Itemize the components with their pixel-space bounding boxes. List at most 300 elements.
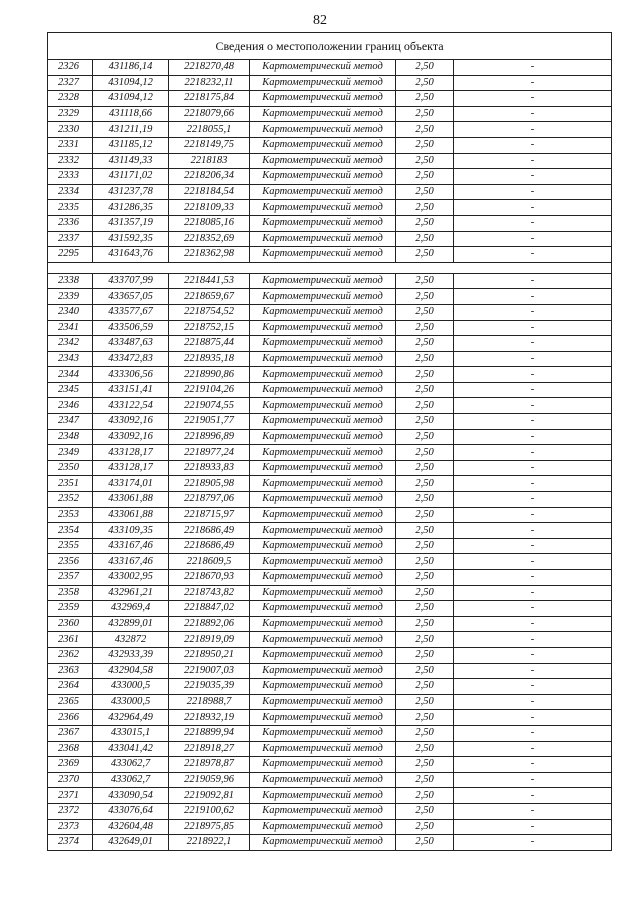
point-number-cell: 2366	[48, 710, 93, 726]
method-cell: Картометрический метод	[250, 835, 396, 851]
accuracy-cell: 2,50	[396, 694, 454, 710]
description-cell: -	[454, 91, 612, 107]
table-row	[48, 414, 612, 430]
x-coordinate-cell: 431185,12	[93, 137, 169, 153]
point-number-cell: 2326	[48, 60, 93, 76]
table-row	[48, 710, 612, 726]
table-row	[48, 694, 612, 710]
point-number-cell: 2354	[48, 523, 93, 539]
description-cell: -	[454, 772, 612, 788]
x-coordinate-cell: 433472,83	[93, 351, 169, 367]
method-cell: Картометрический метод	[250, 367, 396, 383]
x-coordinate-cell: 433657,05	[93, 289, 169, 305]
point-number-cell: 2345	[48, 382, 93, 398]
description-cell: -	[454, 215, 612, 231]
x-coordinate-cell: 431118,66	[93, 106, 169, 122]
y-coordinate-cell: 2218352,69	[169, 231, 250, 247]
x-coordinate-cell: 433062,7	[93, 772, 169, 788]
table-row	[48, 523, 612, 539]
description-cell: -	[454, 492, 612, 508]
description-cell: -	[454, 429, 612, 445]
accuracy-cell: 2,50	[396, 414, 454, 430]
y-coordinate-cell: 2219074,55	[169, 398, 250, 414]
accuracy-cell: 2,50	[396, 803, 454, 819]
method-cell: Картометрический метод	[250, 289, 396, 305]
description-cell: -	[454, 819, 612, 835]
table-row	[48, 320, 612, 336]
table-row	[48, 336, 612, 352]
y-coordinate-cell: 2218892,06	[169, 616, 250, 632]
point-number-cell: 2329	[48, 106, 93, 122]
method-cell: Картометрический метод	[250, 741, 396, 757]
method-cell: Картометрический метод	[250, 601, 396, 617]
y-coordinate-cell: 2218899,94	[169, 725, 250, 741]
y-coordinate-cell: 2218715,97	[169, 507, 250, 523]
table-row	[48, 137, 612, 153]
table-row	[48, 803, 612, 819]
accuracy-cell: 2,50	[396, 819, 454, 835]
accuracy-cell: 2,50	[396, 445, 454, 461]
method-cell: Картометрический метод	[250, 304, 396, 320]
table-title-row	[48, 33, 612, 60]
y-coordinate-cell: 2218743,82	[169, 585, 250, 601]
description-cell: -	[454, 788, 612, 804]
accuracy-cell: 2,50	[396, 725, 454, 741]
y-coordinate-cell: 2218079,66	[169, 106, 250, 122]
method-cell: Картометрический метод	[250, 772, 396, 788]
point-number-cell: 2365	[48, 694, 93, 710]
point-number-cell: 2357	[48, 570, 93, 586]
method-cell: Картометрический метод	[250, 351, 396, 367]
section-separator-row	[48, 262, 612, 273]
method-cell: Картометрический метод	[250, 320, 396, 336]
x-coordinate-cell: 432933,39	[93, 647, 169, 663]
description-cell: -	[454, 725, 612, 741]
description-cell: -	[454, 679, 612, 695]
method-cell: Картометрический метод	[250, 106, 396, 122]
y-coordinate-cell: 2218922,1	[169, 835, 250, 851]
table-row	[48, 476, 612, 492]
accuracy-cell: 2,50	[396, 585, 454, 601]
description-cell: -	[454, 414, 612, 430]
description-cell: -	[454, 647, 612, 663]
point-number-cell: 2339	[48, 289, 93, 305]
x-coordinate-cell: 433062,7	[93, 757, 169, 773]
table-row	[48, 351, 612, 367]
y-coordinate-cell: 2218670,93	[169, 570, 250, 586]
point-number-cell: 2374	[48, 835, 93, 851]
y-coordinate-cell: 2218797,06	[169, 492, 250, 508]
accuracy-cell: 2,50	[396, 184, 454, 200]
point-number-cell: 2336	[48, 215, 93, 231]
x-coordinate-cell: 433000,5	[93, 679, 169, 695]
description-cell: -	[454, 710, 612, 726]
accuracy-cell: 2,50	[396, 647, 454, 663]
method-cell: Картометрический метод	[250, 273, 396, 289]
accuracy-cell: 2,50	[396, 289, 454, 305]
x-coordinate-cell: 433000,5	[93, 694, 169, 710]
method-cell: Картометрический метод	[250, 169, 396, 185]
x-coordinate-cell: 431592,35	[93, 231, 169, 247]
accuracy-cell: 2,50	[396, 336, 454, 352]
accuracy-cell: 2,50	[396, 153, 454, 169]
y-coordinate-cell: 2218659,67	[169, 289, 250, 305]
table-row	[48, 507, 612, 523]
x-coordinate-cell: 431643,76	[93, 247, 169, 263]
description-cell: -	[454, 601, 612, 617]
point-number-cell: 2364	[48, 679, 93, 695]
x-coordinate-cell: 432872	[93, 632, 169, 648]
point-number-cell: 2349	[48, 445, 93, 461]
y-coordinate-cell: 2218175,84	[169, 91, 250, 107]
method-cell: Картометрический метод	[250, 710, 396, 726]
table-row	[48, 460, 612, 476]
method-cell: Картометрический метод	[250, 122, 396, 138]
description-cell: -	[454, 304, 612, 320]
x-coordinate-cell: 433002,95	[93, 570, 169, 586]
description-cell: -	[454, 169, 612, 185]
x-coordinate-cell: 433707,99	[93, 273, 169, 289]
method-cell: Картометрический метод	[250, 414, 396, 430]
x-coordinate-cell: 432604,48	[93, 819, 169, 835]
method-cell: Картометрический метод	[250, 382, 396, 398]
y-coordinate-cell: 2219092,81	[169, 788, 250, 804]
y-coordinate-cell: 2219100,62	[169, 803, 250, 819]
y-coordinate-cell: 2218206,34	[169, 169, 250, 185]
point-number-cell: 2359	[48, 601, 93, 617]
method-cell: Картометрический метод	[250, 91, 396, 107]
point-number-cell: 2353	[48, 507, 93, 523]
x-coordinate-cell: 432649,01	[93, 835, 169, 851]
method-cell: Картометрический метод	[250, 215, 396, 231]
description-cell: -	[454, 460, 612, 476]
description-cell: -	[454, 507, 612, 523]
point-number-cell: 2351	[48, 476, 93, 492]
table-row	[48, 106, 612, 122]
table-row	[48, 215, 612, 231]
x-coordinate-cell: 433577,67	[93, 304, 169, 320]
point-number-cell: 2361	[48, 632, 93, 648]
x-coordinate-cell: 431094,12	[93, 91, 169, 107]
y-coordinate-cell: 2219104,26	[169, 382, 250, 398]
y-coordinate-cell: 2218975,85	[169, 819, 250, 835]
x-coordinate-cell: 431286,35	[93, 200, 169, 216]
x-coordinate-cell: 433122,54	[93, 398, 169, 414]
accuracy-cell: 2,50	[396, 476, 454, 492]
point-number-cell: 2372	[48, 803, 93, 819]
point-number-cell: 2335	[48, 200, 93, 216]
accuracy-cell: 2,50	[396, 106, 454, 122]
y-coordinate-cell: 2219007,03	[169, 663, 250, 679]
accuracy-cell: 2,50	[396, 710, 454, 726]
point-number-cell: 2373	[48, 819, 93, 835]
description-cell: -	[454, 320, 612, 336]
y-coordinate-cell: 2218935,18	[169, 351, 250, 367]
x-coordinate-cell: 433092,16	[93, 414, 169, 430]
x-coordinate-cell: 433015,1	[93, 725, 169, 741]
point-number-cell: 2370	[48, 772, 93, 788]
point-number-cell: 2367	[48, 725, 93, 741]
point-number-cell: 2347	[48, 414, 93, 430]
table-row	[48, 679, 612, 695]
description-cell: -	[454, 106, 612, 122]
x-coordinate-cell: 431211,19	[93, 122, 169, 138]
table-row	[48, 184, 612, 200]
point-number-cell: 2342	[48, 336, 93, 352]
x-coordinate-cell: 431171,02	[93, 169, 169, 185]
table-row	[48, 632, 612, 648]
description-cell: -	[454, 694, 612, 710]
accuracy-cell: 2,50	[396, 169, 454, 185]
point-number-cell: 2369	[48, 757, 93, 773]
method-cell: Картометрический метод	[250, 445, 396, 461]
accuracy-cell: 2,50	[396, 398, 454, 414]
table-row	[48, 554, 612, 570]
description-cell: -	[454, 445, 612, 461]
table-row	[48, 725, 612, 741]
point-number-cell: 2356	[48, 554, 93, 570]
method-cell: Картометрический метод	[250, 694, 396, 710]
description-cell: -	[454, 554, 612, 570]
table-row	[48, 289, 612, 305]
point-number-cell: 2334	[48, 184, 93, 200]
method-cell: Картометрический метод	[250, 554, 396, 570]
y-coordinate-cell: 2218977,24	[169, 445, 250, 461]
description-cell: -	[454, 137, 612, 153]
method-cell: Картометрический метод	[250, 725, 396, 741]
accuracy-cell: 2,50	[396, 60, 454, 76]
accuracy-cell: 2,50	[396, 492, 454, 508]
description-cell: -	[454, 570, 612, 586]
accuracy-cell: 2,50	[396, 122, 454, 138]
point-number-cell: 2350	[48, 460, 93, 476]
y-coordinate-cell: 2218905,98	[169, 476, 250, 492]
method-cell: Картометрический метод	[250, 663, 396, 679]
description-cell: -	[454, 382, 612, 398]
table-row	[48, 492, 612, 508]
method-cell: Картометрический метод	[250, 538, 396, 554]
y-coordinate-cell: 2218950,21	[169, 647, 250, 663]
x-coordinate-cell: 433167,46	[93, 554, 169, 570]
point-number-cell: 2371	[48, 788, 93, 804]
accuracy-cell: 2,50	[396, 231, 454, 247]
description-cell: -	[454, 741, 612, 757]
accuracy-cell: 2,50	[396, 429, 454, 445]
method-cell: Картометрический метод	[250, 460, 396, 476]
point-number-cell: 2343	[48, 351, 93, 367]
accuracy-cell: 2,50	[396, 757, 454, 773]
point-number-cell: 2358	[48, 585, 93, 601]
y-coordinate-cell: 2218085,16	[169, 215, 250, 231]
y-coordinate-cell: 2218055,1	[169, 122, 250, 138]
y-coordinate-cell: 2218990,86	[169, 367, 250, 383]
x-coordinate-cell: 432899,01	[93, 616, 169, 632]
table-row	[48, 741, 612, 757]
table-row	[48, 601, 612, 617]
x-coordinate-cell: 433061,88	[93, 507, 169, 523]
accuracy-cell: 2,50	[396, 91, 454, 107]
description-cell: -	[454, 336, 612, 352]
table-row	[48, 772, 612, 788]
method-cell: Картометрический метод	[250, 616, 396, 632]
y-coordinate-cell: 2218978,87	[169, 757, 250, 773]
x-coordinate-cell: 433109,35	[93, 523, 169, 539]
y-coordinate-cell: 2218686,49	[169, 523, 250, 539]
point-number-cell: 2295	[48, 247, 93, 263]
x-coordinate-cell: 433174,01	[93, 476, 169, 492]
x-coordinate-cell: 433092,16	[93, 429, 169, 445]
y-coordinate-cell: 2218918,27	[169, 741, 250, 757]
y-coordinate-cell: 2218109,33	[169, 200, 250, 216]
method-cell: Картометрический метод	[250, 231, 396, 247]
accuracy-cell: 2,50	[396, 215, 454, 231]
method-cell: Картометрический метод	[250, 507, 396, 523]
method-cell: Картометрический метод	[250, 336, 396, 352]
y-coordinate-cell: 2218988,7	[169, 694, 250, 710]
x-coordinate-cell: 433128,17	[93, 460, 169, 476]
y-coordinate-cell: 2218933,83	[169, 460, 250, 476]
table-row	[48, 122, 612, 138]
accuracy-cell: 2,50	[396, 772, 454, 788]
table-row	[48, 304, 612, 320]
accuracy-cell: 2,50	[396, 632, 454, 648]
method-cell: Картометрический метод	[250, 60, 396, 76]
x-coordinate-cell: 433487,63	[93, 336, 169, 352]
table-row	[48, 757, 612, 773]
table-title: Сведения о местоположении границ объекта	[48, 33, 612, 60]
description-cell: -	[454, 585, 612, 601]
accuracy-cell: 2,50	[396, 382, 454, 398]
method-cell: Картометрический метод	[250, 679, 396, 695]
accuracy-cell: 2,50	[396, 367, 454, 383]
accuracy-cell: 2,50	[396, 320, 454, 336]
accuracy-cell: 2,50	[396, 616, 454, 632]
accuracy-cell: 2,50	[396, 304, 454, 320]
point-number-cell: 2368	[48, 741, 93, 757]
table-row	[48, 75, 612, 91]
table-row	[48, 585, 612, 601]
accuracy-cell: 2,50	[396, 538, 454, 554]
point-number-cell: 2362	[48, 647, 93, 663]
accuracy-cell: 2,50	[396, 273, 454, 289]
description-cell: -	[454, 476, 612, 492]
method-cell: Картометрический метод	[250, 757, 396, 773]
y-coordinate-cell: 2219051,77	[169, 414, 250, 430]
x-coordinate-cell: 431094,12	[93, 75, 169, 91]
accuracy-cell: 2,50	[396, 601, 454, 617]
point-number-cell: 2332	[48, 153, 93, 169]
y-coordinate-cell: 2218609,5	[169, 554, 250, 570]
x-coordinate-cell: 431149,33	[93, 153, 169, 169]
method-cell: Картометрический метод	[250, 632, 396, 648]
table-row	[48, 367, 612, 383]
y-coordinate-cell: 2219059,96	[169, 772, 250, 788]
accuracy-cell: 2,50	[396, 460, 454, 476]
table-row	[48, 169, 612, 185]
description-cell: -	[454, 398, 612, 414]
table-row	[48, 273, 612, 289]
method-cell: Картометрический метод	[250, 523, 396, 539]
table-row	[48, 445, 612, 461]
point-number-cell: 2363	[48, 663, 93, 679]
accuracy-cell: 2,50	[396, 554, 454, 570]
x-coordinate-cell: 433306,56	[93, 367, 169, 383]
table-row	[48, 819, 612, 835]
table-row	[48, 398, 612, 414]
x-coordinate-cell: 431237,78	[93, 184, 169, 200]
table-row	[48, 382, 612, 398]
point-number-cell: 2346	[48, 398, 93, 414]
table-row	[48, 647, 612, 663]
point-number-cell: 2333	[48, 169, 93, 185]
accuracy-cell: 2,50	[396, 351, 454, 367]
accuracy-cell: 2,50	[396, 741, 454, 757]
accuracy-cell: 2,50	[396, 137, 454, 153]
accuracy-cell: 2,50	[396, 835, 454, 851]
method-cell: Картометрический метод	[250, 153, 396, 169]
separator-cell	[48, 262, 612, 273]
accuracy-cell: 2,50	[396, 200, 454, 216]
table-row	[48, 153, 612, 169]
description-cell: -	[454, 200, 612, 216]
method-cell: Картометрический метод	[250, 803, 396, 819]
point-number-cell: 2355	[48, 538, 93, 554]
x-coordinate-cell: 431357,19	[93, 215, 169, 231]
method-cell: Картометрический метод	[250, 476, 396, 492]
x-coordinate-cell: 431186,14	[93, 60, 169, 76]
y-coordinate-cell: 2218184,54	[169, 184, 250, 200]
description-cell: -	[454, 523, 612, 539]
accuracy-cell: 2,50	[396, 523, 454, 539]
method-cell: Картометрический метод	[250, 137, 396, 153]
accuracy-cell: 2,50	[396, 247, 454, 263]
x-coordinate-cell: 433506,59	[93, 320, 169, 336]
description-cell: -	[454, 247, 612, 263]
y-coordinate-cell: 2218232,11	[169, 75, 250, 91]
point-number-cell: 2352	[48, 492, 93, 508]
point-number-cell: 2360	[48, 616, 93, 632]
point-number-cell: 2330	[48, 122, 93, 138]
method-cell: Картометрический метод	[250, 247, 396, 263]
point-number-cell: 2327	[48, 75, 93, 91]
description-cell: -	[454, 632, 612, 648]
accuracy-cell: 2,50	[396, 507, 454, 523]
y-coordinate-cell: 2218752,15	[169, 320, 250, 336]
x-coordinate-cell: 433090,54	[93, 788, 169, 804]
y-coordinate-cell: 2218875,44	[169, 336, 250, 352]
description-cell: -	[454, 616, 612, 632]
accuracy-cell: 2,50	[396, 663, 454, 679]
x-coordinate-cell: 432964,49	[93, 710, 169, 726]
accuracy-cell: 2,50	[396, 75, 454, 91]
y-coordinate-cell: 2218754,52	[169, 304, 250, 320]
description-cell: -	[454, 835, 612, 851]
description-cell: -	[454, 289, 612, 305]
accuracy-cell: 2,50	[396, 788, 454, 804]
x-coordinate-cell: 433041,42	[93, 741, 169, 757]
method-cell: Картометрический метод	[250, 570, 396, 586]
description-cell: -	[454, 663, 612, 679]
description-cell: -	[454, 75, 612, 91]
table-row	[48, 91, 612, 107]
point-number-cell: 2338	[48, 273, 93, 289]
x-coordinate-cell: 433128,17	[93, 445, 169, 461]
x-coordinate-cell: 432969,4	[93, 601, 169, 617]
description-cell: -	[454, 803, 612, 819]
method-cell: Картометрический метод	[250, 75, 396, 91]
method-cell: Картометрический метод	[250, 184, 396, 200]
accuracy-cell: 2,50	[396, 679, 454, 695]
